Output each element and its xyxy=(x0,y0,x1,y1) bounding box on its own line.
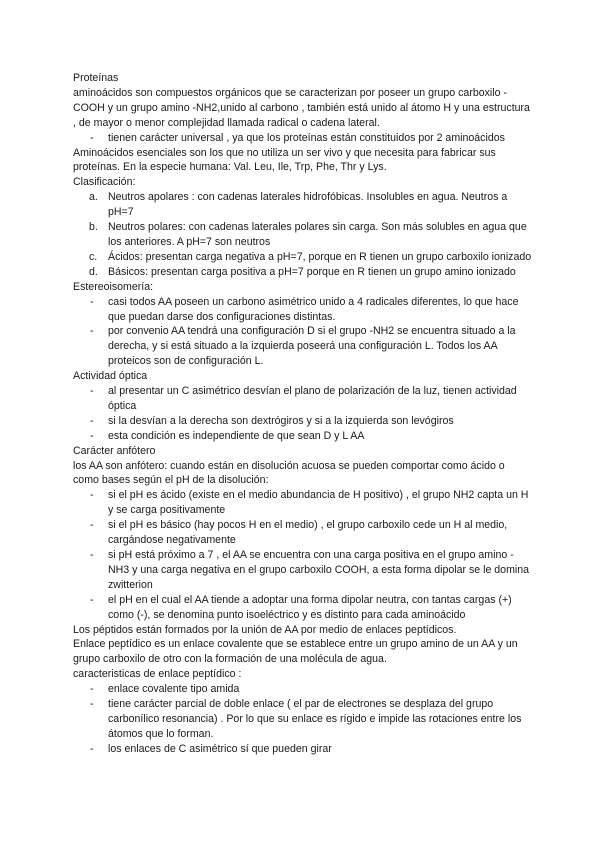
dash-marker: - xyxy=(90,683,94,696)
peptide-bond-paragraph: Enlace peptídico es un enlace covalente que se establece entre un grupo amino de un AA y un grupo carboxilo de otro con la formación de una molécula de agua. xyxy=(73,638,518,666)
list-item-text: enlace covalente tipo amida xyxy=(108,683,240,696)
list-item xyxy=(73,697,533,742)
dash-marker: - xyxy=(90,698,94,711)
peptides-paragraph: Los péptidos están formados por la unión de AA por medio de enlaces peptídicos. xyxy=(73,623,457,636)
peptide-features-list xyxy=(73,682,533,757)
list-item-text: si la desvían a la derecha son dextrógiros y si a la izquierda son levógiros xyxy=(108,414,454,427)
list-item-text: Neutros polares: con cadenas laterales polares sin carga. Son más solubles en agua que los anteriores. A pH=7 son neutros xyxy=(108,221,527,248)
list-item xyxy=(73,384,533,414)
list-item xyxy=(73,593,533,623)
list-item xyxy=(73,429,533,444)
classification-list xyxy=(73,190,533,279)
list-item xyxy=(73,548,533,593)
document-body xyxy=(73,71,533,757)
list-item-text: esta condición es independiente de que sean D y L AA xyxy=(108,429,365,442)
list-item xyxy=(73,742,533,757)
peptide-features-heading: caracteristicas de enlace peptídico : xyxy=(73,668,242,681)
list-item xyxy=(73,265,533,280)
dash-marker: - xyxy=(90,414,94,427)
amphoteric-paragraph: los AA son anfótero: cuando están en disolución acuosa se pueden comportar como ácido o como bases según el pH de la disolución: xyxy=(73,459,505,487)
letter-marker: c. xyxy=(89,250,98,263)
list-item-text: tiene carácter parcial de doble enlace ( el par de electrones se desplaza del grupo carbonílico resonancia) . Por lo que su enlace es rígido e impide las rotaciones entre los átomos que lo forman. xyxy=(108,698,522,740)
stereoisomery-list xyxy=(73,295,533,370)
list-item-text: casi todos AA poseen un carbono asimétrico unido a 4 radicales diferentes, lo que hace que puedan darse dos configuraciones distintas. xyxy=(108,295,519,323)
list-item-text: Neutros apolares : con cadenas laterales hidrofóbicas. Insolubles en agua. Neutros a pH=7 xyxy=(108,191,508,219)
letter-marker: d. xyxy=(89,265,98,278)
list-item-text: si el pH es ácido (existe en el medio abundancia de H positivo) , el grupo NH2 capta un H y se carga positivamente xyxy=(108,489,529,517)
list-item xyxy=(73,414,533,429)
amphoteric-list xyxy=(73,488,533,622)
dash-marker: - xyxy=(90,489,94,502)
list-item xyxy=(73,518,533,548)
list-item-text: al presentar un C asimétrico desvían el plano de polarización de la luz, tienen actividad óptica xyxy=(108,385,517,412)
dash-marker: - xyxy=(90,549,94,561)
dash-marker: - xyxy=(90,593,94,606)
list-item xyxy=(73,220,533,250)
list-item xyxy=(73,324,533,369)
stereoisomery-heading: Estereoisomería: xyxy=(73,280,154,293)
intro-bullet-list xyxy=(73,131,533,146)
list-item xyxy=(73,682,533,697)
dash-marker: - xyxy=(90,325,94,338)
list-item xyxy=(73,250,533,265)
intro-paragraph: aminoácidos son compuestos orgánicos que se caracterizan por poseer un grupo carboxilo -COOH y un grupo amino -NH2,unido al carbono , también está unido al átomo H y una estructura , de mayor o menor complejidad llamada radical o cadena lateral. xyxy=(73,86,530,129)
letter-marker: a. xyxy=(89,191,98,204)
list-item xyxy=(73,488,533,518)
dash-marker: - xyxy=(90,519,94,532)
letter-marker: b. xyxy=(89,221,98,234)
optical-activity-heading: Actividad óptica xyxy=(73,370,148,383)
list-item-text: si pH está próximo a 7 , el AA se encuentra con una carga positiva en el grupo amino -NH3 y una carga negativa en el grupo carboxilo COOH, a esta forma dipolar se le domina zwitterion xyxy=(108,549,530,591)
amphoteric-heading: Carácter anfótero xyxy=(73,444,156,457)
dash-marker: - xyxy=(90,429,94,442)
list-item-text: Básicos: presentan carga positiva a pH=7 porque en R tienen un grupo amino ionizado xyxy=(108,265,516,278)
list-item-text: tienen carácter universal , ya que los proteínas están constituidos por 2 aminoácidos xyxy=(108,131,505,144)
optical-activity-list xyxy=(73,384,533,444)
dash-marker: - xyxy=(90,131,94,144)
dash-marker: - xyxy=(90,385,94,398)
document-title: Proteínas xyxy=(73,72,119,84)
list-item-text: el pH en el cual el AA tiende a adoptar una forma dipolar neutra, con tantas cargas (+) como (-), se denomina punto isoeléctrico y es distinto para cada aminoácido xyxy=(108,593,512,621)
classification-heading: Clasificación: xyxy=(73,176,136,189)
list-item xyxy=(73,295,533,325)
list-item-text: por convenio AA tendrá una configuración D si el grupo -NH2 se encuentra situado a la derecha, y si está situado a la izquierda poseerá una configuración L. Todos los AA proteicos son de configuración L. xyxy=(108,325,516,368)
dash-marker: - xyxy=(90,295,94,308)
list-item xyxy=(73,190,533,220)
essential-aminoacids-paragraph: Aminoácidos esenciales son los que no utiliza un ser vivo y que necesita para fabricar sus proteínas. En la especie humana: Val. Leu, Ile, Trp, Phe, Thr y Lys. xyxy=(73,146,496,174)
dash-marker: - xyxy=(90,742,94,755)
list-item xyxy=(73,131,533,146)
list-item-text: si el pH es básico (hay pocos H en el medio) , el grupo carboxilo cede un H al medio, cargándose negativamente xyxy=(108,519,508,547)
list-item-text: Ácidos: presentan carga negativa a pH=7, porque en R tienen un grupo carboxilo ionizado xyxy=(108,250,532,263)
list-item-text: los enlaces de C asimétrico sí que pueden girar xyxy=(108,742,332,755)
